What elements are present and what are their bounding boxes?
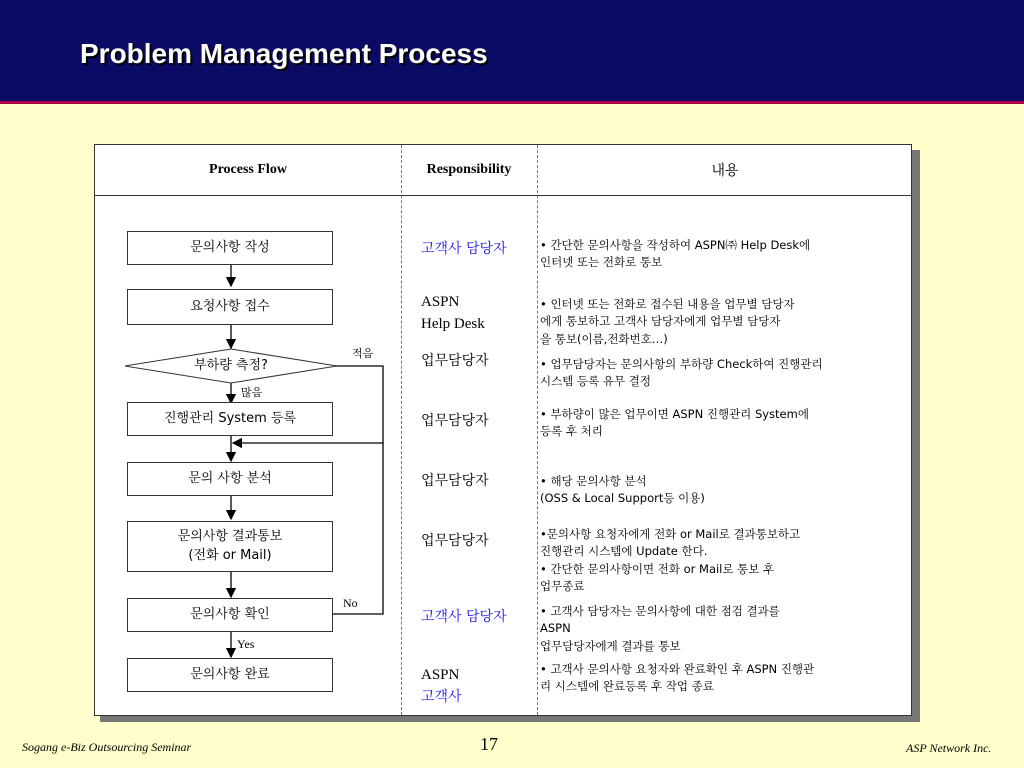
step-result-notify bbox=[127, 521, 333, 572]
resp-helpdesk: Help Desk bbox=[421, 315, 485, 332]
resp-aspn-customer bbox=[421, 665, 521, 707]
header-content: 내용 bbox=[711, 163, 739, 179]
resp-aspn-2: ASPN bbox=[421, 667, 460, 683]
step-system-register: 진행관리 System 등록 bbox=[127, 402, 333, 436]
label-no: No bbox=[343, 596, 358, 610]
content-item-8: • 고객사 문의사항 요청자와 완료확인 후 ASPN 진행관 리 시스템에 완료등록 후 작업 종료 bbox=[540, 662, 815, 694]
resp-staff-2: 업무담당자 bbox=[421, 413, 489, 429]
label-small-load: 적음 bbox=[352, 347, 374, 360]
step-inquiry-confirm: 문의사항 확인 bbox=[127, 598, 333, 632]
footer-company: ASP Network Inc. bbox=[906, 741, 992, 755]
content-item-5: • 해당 문의사항 분석 (OSS & Local Support등 이용) bbox=[540, 474, 705, 506]
resp-customer-contact-2: 고객사 담당자 bbox=[421, 609, 507, 625]
resp-staff-3: 업무담당자 bbox=[421, 473, 489, 489]
content-item-2: • 인터넷 또는 전화로 접수된 내용을 업무별 담당자 에게 통보하고 고객사 담당자에게 업무별 담당자 을 통보(이름,전화번호…) bbox=[540, 297, 795, 346]
title-underline bbox=[0, 101, 1024, 104]
step-inquiry-complete: 문의사항 완료 bbox=[127, 658, 333, 692]
content-item-6: •문의사항 요청자에게 전화 or Mail로 결과통보하고 진행관리 시스템에 Update 한다. • 간단한 문의사항이면 전화 or Mail로 통보 후 업무종료 bbox=[540, 527, 801, 593]
page-title: Problem Management Process bbox=[80, 38, 488, 69]
resp-customer: 고객사 bbox=[421, 688, 462, 705]
content-item-1: • 간단한 문의사항을 작성하여 ASPN㈜ Help Desk에 인터넷 또는 전화로 통보 bbox=[540, 238, 811, 270]
content-item-4: • 부하량이 많은 업무이면 ASPN 진행관리 System에 등록 후 처리 bbox=[540, 407, 809, 439]
footer-seminar: Sogang e-Biz Outsourcing Seminar bbox=[22, 740, 192, 754]
resp-staff-4: 업무담당자 bbox=[421, 533, 489, 549]
result-notify-line1: 문의사항 결과통보 bbox=[177, 528, 283, 544]
resp-staff-1: 업무담당자 bbox=[421, 353, 489, 369]
result-notify-line2: (전화 or Mail) bbox=[188, 547, 272, 563]
page-number: 17 bbox=[480, 734, 498, 754]
label-yes: Yes bbox=[237, 637, 255, 651]
header-process-flow: Process Flow bbox=[209, 162, 287, 177]
step-inquiry-analysis: 문의 사항 분석 bbox=[127, 462, 333, 496]
step-inquiry-write: 문의사항 작성 bbox=[127, 231, 333, 265]
resp-aspn: ASPN bbox=[421, 294, 460, 310]
arrow-no-loop bbox=[333, 443, 383, 614]
content-item-7: • 고객사 담당자는 문의사항에 대한 점검 결과를 ASPN 업무담당자에게 결과를 통보 bbox=[540, 604, 780, 653]
step-request-receive: 요청사항 접수 bbox=[127, 289, 333, 325]
content-item-3: • 업무담당자는 문의사항의 부하량 Check하여 진행관리 시스템 등록 유무 결정 bbox=[540, 357, 823, 389]
resp-customer-contact-1: 고객사 담당자 bbox=[421, 241, 507, 257]
label-large-load: 많음 bbox=[241, 386, 263, 399]
decision-label: 부하량 측정? bbox=[194, 357, 268, 373]
process-table bbox=[94, 144, 912, 716]
resp-aspn-helpdesk bbox=[421, 292, 521, 336]
header-responsibility: Responsibility bbox=[426, 162, 512, 177]
